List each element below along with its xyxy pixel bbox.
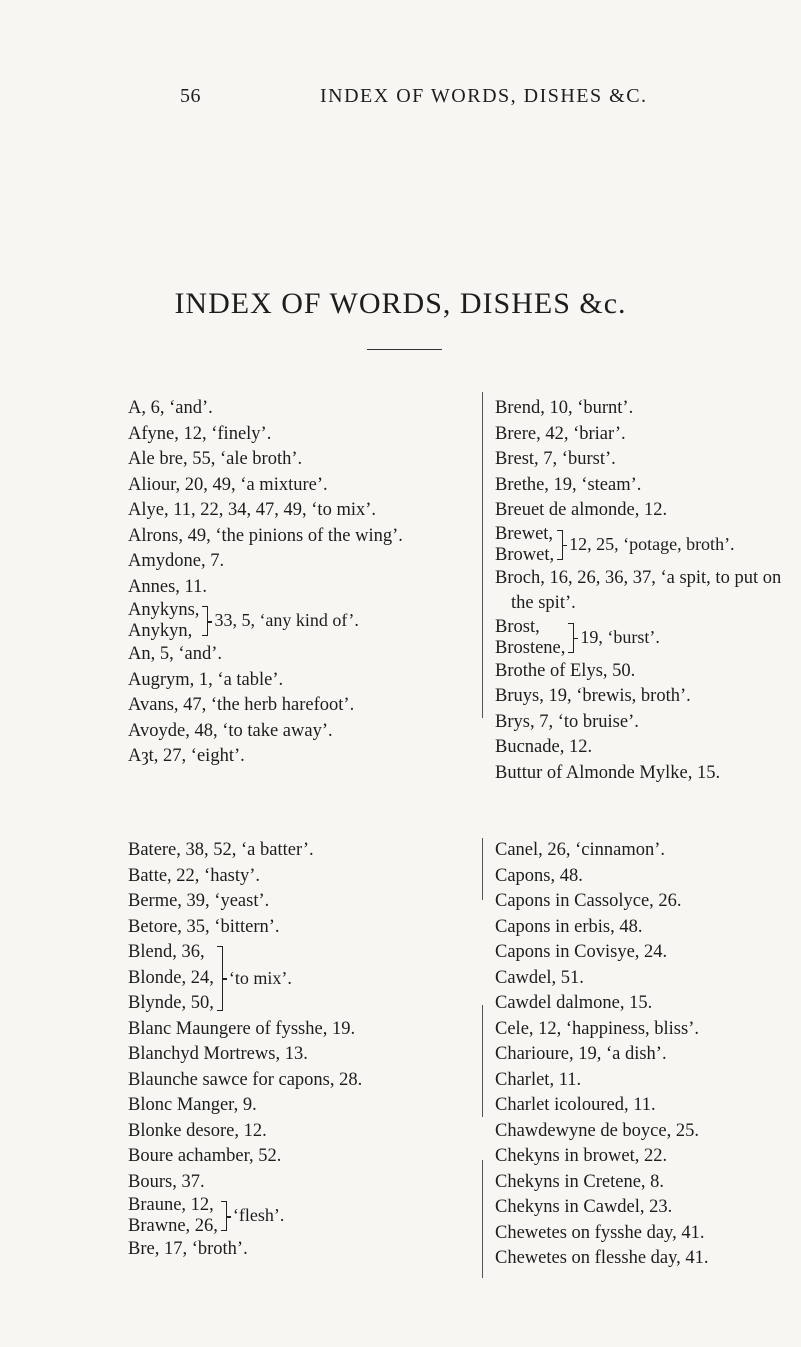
index-entry: Brere, 42, ‘briar’.: [495, 423, 626, 444]
brace-term: Blonde, 24,: [128, 967, 214, 988]
index-entry: Breuet de almonde, 12.: [495, 500, 668, 520]
column-divider: [482, 1160, 483, 1278]
brace-entry-brewet: [495, 524, 795, 566]
index-entry: Chekyns in Cawdel, 23.: [495, 1197, 673, 1217]
index-entry: Buttur of Almonde Mylke, 15.: [495, 762, 721, 783]
index-entry: Berme, 39, ‘yeast’.: [128, 891, 270, 911]
section-b-right: [495, 396, 795, 786]
brace-term: Blend, 36,: [128, 942, 205, 962]
section-c: [495, 838, 795, 1272]
brace-gloss: ‘to mix’.: [228, 967, 292, 988]
title-rule: [367, 349, 442, 350]
index-entry: Batere, 38, 52, ‘a batter’.: [128, 840, 314, 860]
section-a: [128, 396, 478, 770]
brace-term: Brost,: [495, 616, 540, 637]
brace-term: Brostene,: [495, 637, 566, 658]
section-b: [128, 838, 478, 1263]
brace-entry-braune: [128, 1195, 478, 1237]
index-entry: Bre, 17, ‘broth’.: [128, 1239, 248, 1259]
index-entry: Chewetes on fysshe day, 41.: [495, 1222, 705, 1243]
column-divider: [482, 1005, 483, 1117]
index-entry: Charlet icoloured, 11.: [495, 1095, 656, 1115]
brace-term: Browet,: [495, 544, 555, 565]
brace-entry-brost: [495, 617, 795, 659]
index-entry: Chekyns in browet, 22.: [495, 1146, 668, 1166]
index-entry: Chawdewyne de boyce, 25.: [495, 1120, 699, 1141]
index-entry: A, 6, ‘and’.: [128, 398, 213, 418]
index-entry: Canel, 26, ‘cinnamon’.: [495, 840, 666, 860]
index-entry: Alye, 11, 22, 34, 47, 49, ‘to mix’.: [128, 500, 377, 520]
index-entry: Cawdel dalmone, 15.: [495, 993, 653, 1013]
brace-term: Anykyns,: [128, 600, 200, 620]
index-entry: Broch, 16, 26, 36, 37, ‘a spit, to put on the spit’.: [495, 567, 782, 613]
index-entry: Blaunche sawce for capons, 28.: [128, 1069, 363, 1090]
index-entry: Brend, 10, ‘burnt’.: [495, 398, 634, 418]
index-entry: Bours, 37.: [128, 1171, 205, 1192]
index-entry: Afyne, 12, ‘finely’.: [128, 423, 272, 444]
index-entry: Chewetes on flesshe day, 41.: [495, 1248, 709, 1268]
brace-term: Brawne, 26,: [128, 1216, 218, 1236]
index-entry: Avans, 47, ‘the herb harefoot’.: [128, 695, 355, 715]
index-entry: Boure achamber, 52.: [128, 1146, 282, 1166]
brace-glyph: [557, 530, 563, 560]
index-entry: Blanc Maungere of fysshe, 19.: [128, 1018, 356, 1039]
index-entry: Blonke desore, 12.: [128, 1120, 267, 1141]
index-entry: Charlet, 11.: [495, 1069, 582, 1090]
index-entry: Cawdel, 51.: [495, 967, 584, 988]
page-number: 56: [180, 85, 201, 107]
index-entry: Chekyns in Cretene, 8.: [495, 1171, 665, 1192]
index-entry: Aȝt, 27, ‘eight’.: [128, 746, 245, 766]
index-entry: Betore, 35, ‘bittern’.: [128, 916, 280, 937]
index-entry: Charioure, 19, ‘a dish’.: [495, 1044, 667, 1064]
index-entry: An, 5, ‘and’.: [128, 644, 223, 664]
running-title: INDEX OF WORDS, DISHES &C.: [320, 85, 648, 107]
index-entry: Brys, 7, ‘to bruise’.: [495, 711, 639, 732]
brace-glyph: [568, 623, 574, 653]
brace-term: Braune, 12,: [128, 1195, 214, 1215]
brace-gloss: 19, ‘burst’.: [580, 626, 660, 647]
index-entry: Augrym, 1, ‘a table’.: [128, 669, 284, 690]
brace-term: Blynde, 50,: [128, 993, 214, 1013]
brace-term: Brewet,: [495, 523, 554, 544]
index-entry: Alrons, 49, ‘the pinions of the wing’.: [128, 525, 403, 546]
index-entry: Blonc Manger, 9.: [128, 1095, 257, 1115]
index-entry: Capons in Covisye, 24.: [495, 942, 668, 962]
page-title: INDEX OF WORDS, DISHES &c.: [174, 287, 627, 320]
brace-glyph: [221, 1201, 227, 1231]
index-entry: Bucnade, 12.: [495, 737, 593, 757]
index-entry: Batte, 22, ‘hasty’.: [128, 865, 261, 886]
brace-glyph: [202, 606, 208, 636]
index-entry: Amydone, 7.: [128, 551, 225, 571]
brace-term: Anykyn,: [128, 621, 193, 641]
brace-gloss: 33, 5, ‘any kind of’.: [214, 610, 359, 631]
index-entry: Brothe of Elys, 50.: [495, 660, 636, 681]
index-entry: Capons, 48.: [495, 865, 583, 886]
brace-gloss: 12, 25, ‘potage, broth’.: [569, 533, 735, 554]
index-entry: Capons in Cassolyce, 26.: [495, 891, 682, 911]
brace-glyph: [217, 946, 223, 1011]
brace-gloss: ‘flesh’.: [232, 1205, 285, 1226]
index-entry: Cele, 12, ‘happiness, bliss’.: [495, 1018, 699, 1039]
column-divider: [482, 838, 483, 900]
column-divider: [482, 392, 483, 718]
index-entry: Brethe, 19, ‘steam’.: [495, 474, 642, 495]
index-entry: Bruys, 19, ‘brewis, broth’.: [495, 686, 691, 706]
index-entry: Ale bre, 55, ‘ale broth’.: [128, 449, 303, 469]
index-entry: Avoyde, 48, ‘to take away’.: [128, 720, 333, 741]
index-entry: Brest, 7, ‘burst’.: [495, 449, 616, 469]
brace-entry-blend: [128, 940, 478, 1017]
index-entry: Capons in erbis, 48.: [495, 916, 643, 937]
brace-entry-anykyns: [128, 600, 478, 642]
index-entry: Annes, 11.: [128, 576, 207, 597]
index-entry: Aliour, 20, 49, ‘a mixture’.: [128, 474, 328, 495]
index-entry: Blanchyd Mortrews, 13.: [128, 1044, 308, 1064]
